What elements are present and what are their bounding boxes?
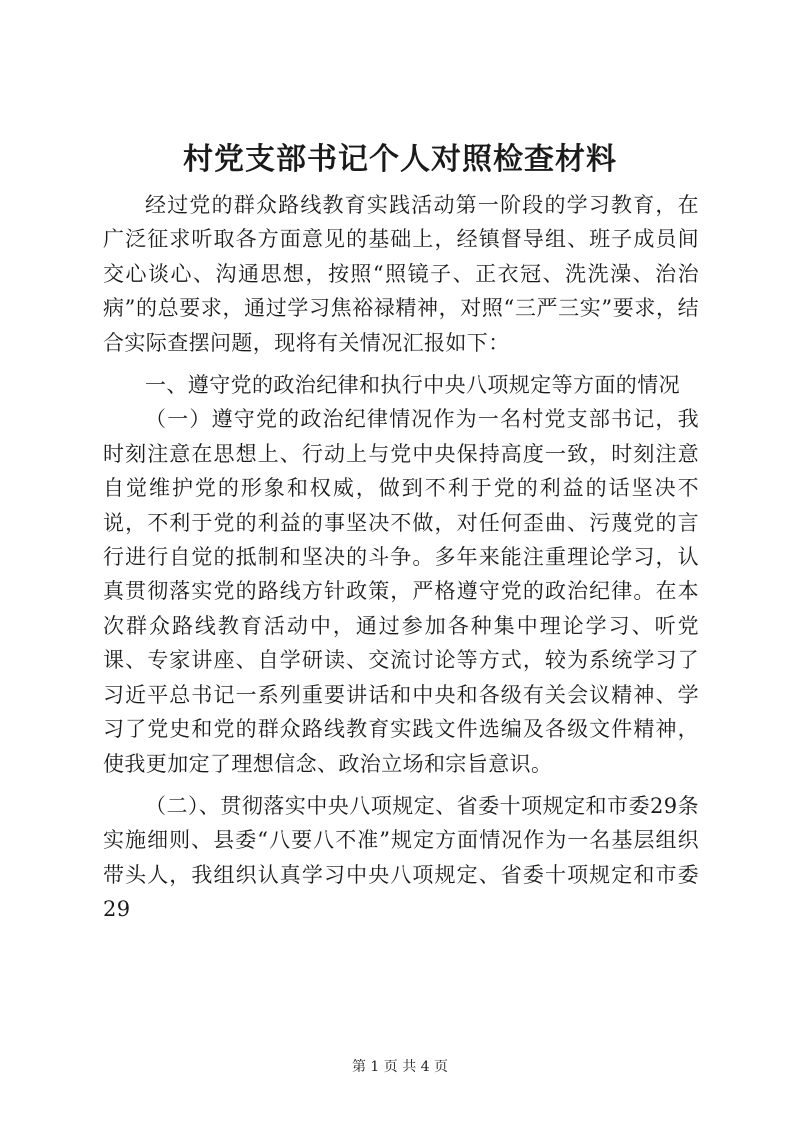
section-heading: 一、遵守党的政治纪律和执行中央八项规定等方面的情况 — [145, 373, 680, 398]
page-number-footer: 第 1 页 共 4 页 — [351, 1059, 449, 1075]
paragraph-section-1: （一）遵守党的政治纪律情况作为一名村党支部书记，我时刻注意在思想上、行动上与党中央保持高度一致，时刻注意自觉维护党的形象和权威，做到不利于党的利益的话坚决不说，不利于党的利益的事坚决不做，对任何歪曲、污蔑党的言行进行自觉的抵制和坚决的斗争。多年来能注重理论学习，认真贯彻落实党的路线方针政策，严格遵守党的政治纪律。在本次群众路线教育活动中，通过参加各种集中理论学习、听党课、专家讲座、自学研读、交流讨论等方式，较为系统学习了习近平总书记一系列重要讲话和中央和各级有关会议精神、学习了党史和党的群众路线教育实践文件选编及各级文件精神，使我更加定了理想信念、政治立场和宗旨意识。 — [103, 407, 699, 776]
document-body — [103, 188, 699, 927]
paragraph-intro: 经过党的群众路线教育实践活动第一阶段的学习教育，在广泛征求听取各方面意见的基础上，经镇督导组、班子成员间交心谈心、沟通思想，按照“照镜子、正衣冠、洗洗澡、治治病”的总要求，通过学习焦裕禄精神，对照“三严三实”要求，结合实际查摆问题，现将有关情况汇报如下： — [103, 193, 699, 355]
paragraph-section-2: （二）、贯彻落实中央八项规定、省委十项规定和市委29条实施细则、县委“八要八不准”规定方面情况作为一名基层组织带头人，我组织认真学习中央八项规定、省委十项规定和市委29 — [103, 793, 699, 922]
document-title: 村党支部书记个人对照检查材料 — [183, 142, 617, 177]
